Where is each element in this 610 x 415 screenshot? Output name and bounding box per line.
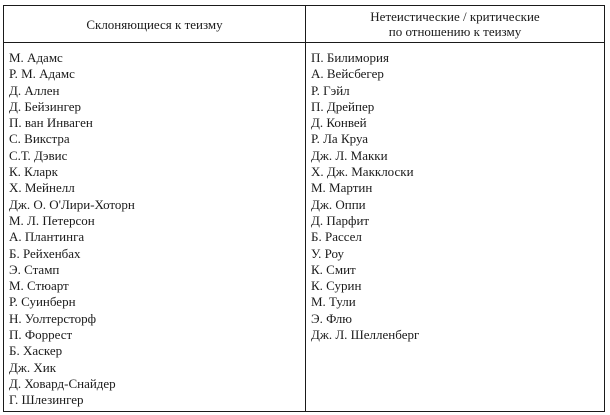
header-theistic <box>4 6 305 42</box>
theistic-name-item: А. Плантинга <box>9 229 85 245</box>
theistic-name-item: М. Адамс <box>9 50 63 65</box>
nontheistic-name-item: Д. Конвей <box>311 115 367 131</box>
theistic-name-item: Д. Аллен <box>9 82 60 98</box>
theistic-name-item: Д. Ховард-Снайдер <box>9 375 116 391</box>
theistic-name-item: Б. Рейхенбах <box>9 245 81 261</box>
theistic-name-item: Г. Шлезингер <box>9 392 84 408</box>
nontheistic-name-item: Х. Дж. Макклоски <box>311 164 414 180</box>
nontheistic-name-item: К. Сурин <box>311 278 362 294</box>
nontheistic-name-item: У. Роу <box>311 245 344 261</box>
header-nontheistic-line1: Нетеистические / критические <box>370 9 540 24</box>
theistic-name-item: С.Т. Дэвис <box>9 147 68 163</box>
theistic-name-item: П. ван Инваген <box>9 115 93 131</box>
nontheistic-name-item: Дж. Л. Макки <box>311 147 388 163</box>
header-nontheistic <box>306 6 604 42</box>
nontheistic-name-item: Р. Ла Круа <box>311 131 369 147</box>
theistic-name-item: М. Стюарт <box>9 278 69 294</box>
nontheistic-name-item: М. Мартин <box>311 180 373 196</box>
theistic-name-item: Дж. Хик <box>9 359 57 375</box>
theistic-name-item: К. Кларк <box>9 164 58 180</box>
theistic-name-item: Р. Суинберн <box>9 294 76 310</box>
theistic-name-item: Н. Уолтерсторф <box>9 310 97 326</box>
nontheistic-name-item: Д. Парфит <box>311 212 370 228</box>
nontheistic-name-item: П. Дрейпер <box>311 98 375 114</box>
nontheistic-name-item: Б. Рассел <box>311 229 362 245</box>
nontheistic-name-item: П. Билимория <box>311 50 389 65</box>
philosophers-table <box>3 5 605 412</box>
header-theistic-label: Склоняющиеся к теизму <box>86 16 223 32</box>
nontheistic-name-item: М. Тули <box>311 294 356 310</box>
nontheistic-name-item: К. Смит <box>311 261 356 277</box>
theistic-name-item: С. Викстра <box>9 131 70 147</box>
theistic-name-item: Д. Бейзингер <box>9 98 82 114</box>
theistic-name-item: М. Л. Петерсон <box>9 212 95 228</box>
theistic-name-item: Р. М. Адамс <box>9 66 75 82</box>
theistic-name-item: Б. Хаскер <box>9 343 63 359</box>
theistic-names-list <box>9 50 301 409</box>
theistic-name-item: П. Форрест <box>9 327 73 343</box>
column-divider <box>305 6 306 411</box>
theistic-name-item: Дж. О. О'Лири-Хоторн <box>9 196 135 212</box>
nontheistic-name-item: Дж. Л. Шелленберг <box>311 327 420 343</box>
nontheistic-name-item: Дж. Оппи <box>311 196 366 212</box>
nontheistic-names-list <box>311 50 601 343</box>
theistic-name-item: Х. Мейнелл <box>9 180 75 196</box>
nontheistic-name-item: А. Вейсбегер <box>311 66 384 82</box>
nontheistic-name-item: Э. Флю <box>311 310 352 326</box>
nontheistic-name-item: Р. Гэйл <box>311 82 350 98</box>
header-nontheistic-line2: по отношению к теизму <box>388 24 522 39</box>
header-divider <box>4 42 604 43</box>
theistic-name-item: Э. Стамп <box>9 261 60 277</box>
